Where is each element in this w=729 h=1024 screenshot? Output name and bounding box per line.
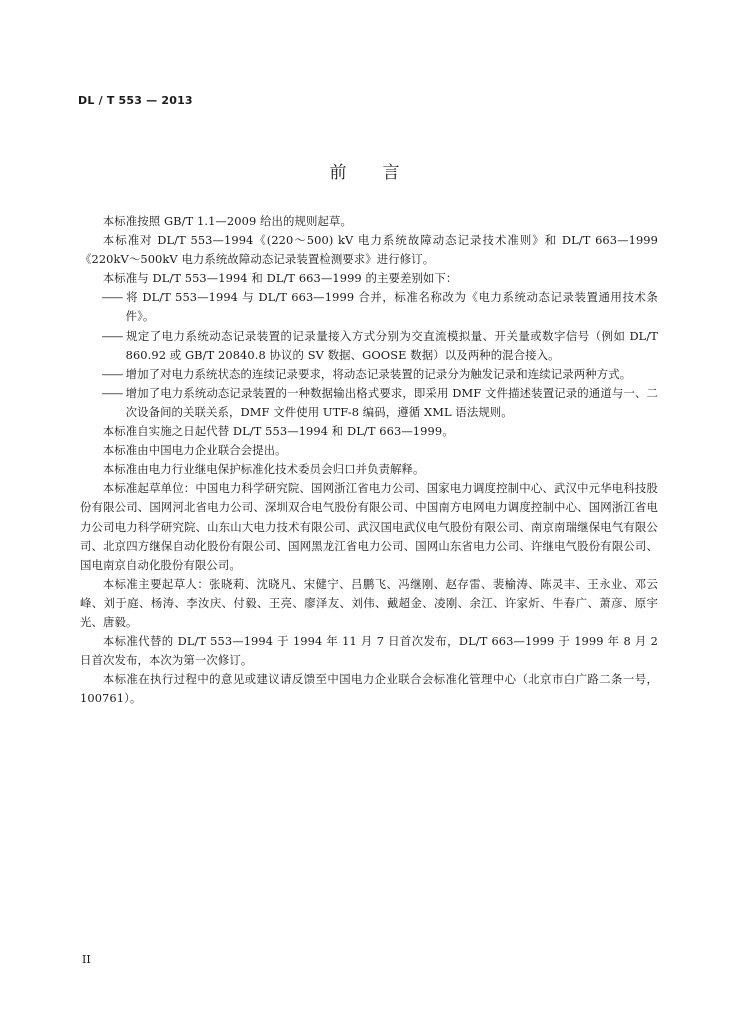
paragraph-proposed-by: 本标准由中国电力企业联合会提出。 xyxy=(102,443,287,458)
list-item-text: 增加了电力系统动态记录装置的一种数据输出格式要求，即采用 DMF 文件描述装置记录的通道与一、二次设备间的关联关系，DMF 文件使用 UTF-8 编码，遵循 XML 语法规则。 xyxy=(125,385,658,419)
standard-number-header: DL / T 553 — 2013 xyxy=(78,94,193,107)
page-title: 前言 xyxy=(329,163,436,183)
paragraph-release-history: 本标准代替的 DL/T 553—1994 于 1994 年 11 月 7 日首次发布，DL/T 663—1999 于 1999 年 8 月 2 日首次发布，本次为第一次修订。 xyxy=(80,634,658,668)
paragraph-administered-by: 本标准由电力行业继电保护标准化技术委员会归口并负责解释。 xyxy=(102,462,425,477)
paragraph-drafters: 本标准主要起草人：张晓莉、沈晓凡、宋健宁、吕鹏飞、冯继刚、赵存雷、裴榆涛、陈灵丰、王永业、邓云峰、刘于庭、杨涛、李汝庆、付毅、王亮、廖泽友、刘伟、戴超金、凌刚、余江、许家炘、牛春广、萧彦、原宇光、唐毅。 xyxy=(80,576,658,629)
list-item-change xyxy=(102,288,658,326)
dash-marker: —— xyxy=(101,328,123,343)
dash-marker: —— xyxy=(101,366,123,381)
dash-marker: —— xyxy=(101,385,123,400)
paragraph-main-differences: 本标准与 DL/T 553—1994 和 DL/T 663—1999 的主要差别如下： xyxy=(102,271,458,286)
list-item-text: 增加了对电力系统状态的连续记录要求，将动态记录装置的记录分为触发记录和连续记录两种方式。 xyxy=(125,366,632,381)
list-item-change xyxy=(102,384,658,422)
list-item-change xyxy=(102,365,658,384)
list-item-text: 规定了电力系统动态记录装置的记录量接入方式分别为交直流模拟量、开关量或数字信号（例如 DL/T 860.92 或 GB/T 20840.8 协议的 SV 数据、GOOSE 数据）以及两种的混合接入。 xyxy=(125,328,658,362)
dash-marker: —— xyxy=(101,290,123,305)
paragraph-drafting-organizations: 本标准起草单位：中国电力科学研究院、国网浙江省电力公司、国家电力调度控制中心、武汉中元华电科技股份有限公司、国网河北省电力公司、深圳双合电气股份有限公司、中国南方电网电力调度控制中心、国网浙江省电力公司电力科学研究院、山东山大电力技术有限公司、武汉国电武仪电气股份有限公司、南京南瑞继保电气有限公司、北京四方继保自动化股份有限公司、国网黑龙江省电力公司、国网山东省电力公司、许继电气股份有限公司、国电南京自动化股份有限公司。 xyxy=(80,481,658,572)
foreword-body xyxy=(80,212,658,708)
paragraph-revision-scope: 本标准对 DL/T 553—1994《(220～500) kV 电力系统故障动态记录技术准则》和 DL/T 663—1999《220kV～500kV 电力系统故障动态记录装置检测要求》进行修订。 xyxy=(80,233,658,267)
list-item-text: 将 DL/T 553—1994 与 DL/T 663—1999 合并，标准名称改为《电力系统动态记录装置通用技术条件》。 xyxy=(125,290,658,324)
list-item-change xyxy=(102,327,658,365)
paragraph-replaces: 本标准自实施之日起代替 DL/T 553—1994 和 DL/T 663—1999。 xyxy=(102,424,454,439)
paragraph-drafting-rules: 本标准按照 GB/T 1.1—2009 给出的规则起草。 xyxy=(102,214,352,228)
paragraph-feedback: 本标准在执行过程中的意见或建议请反馈至中国电力企业联合会标准化管理中心（北京市白广路二条一号，100761）。 xyxy=(80,672,658,706)
page-number: II xyxy=(82,953,91,966)
